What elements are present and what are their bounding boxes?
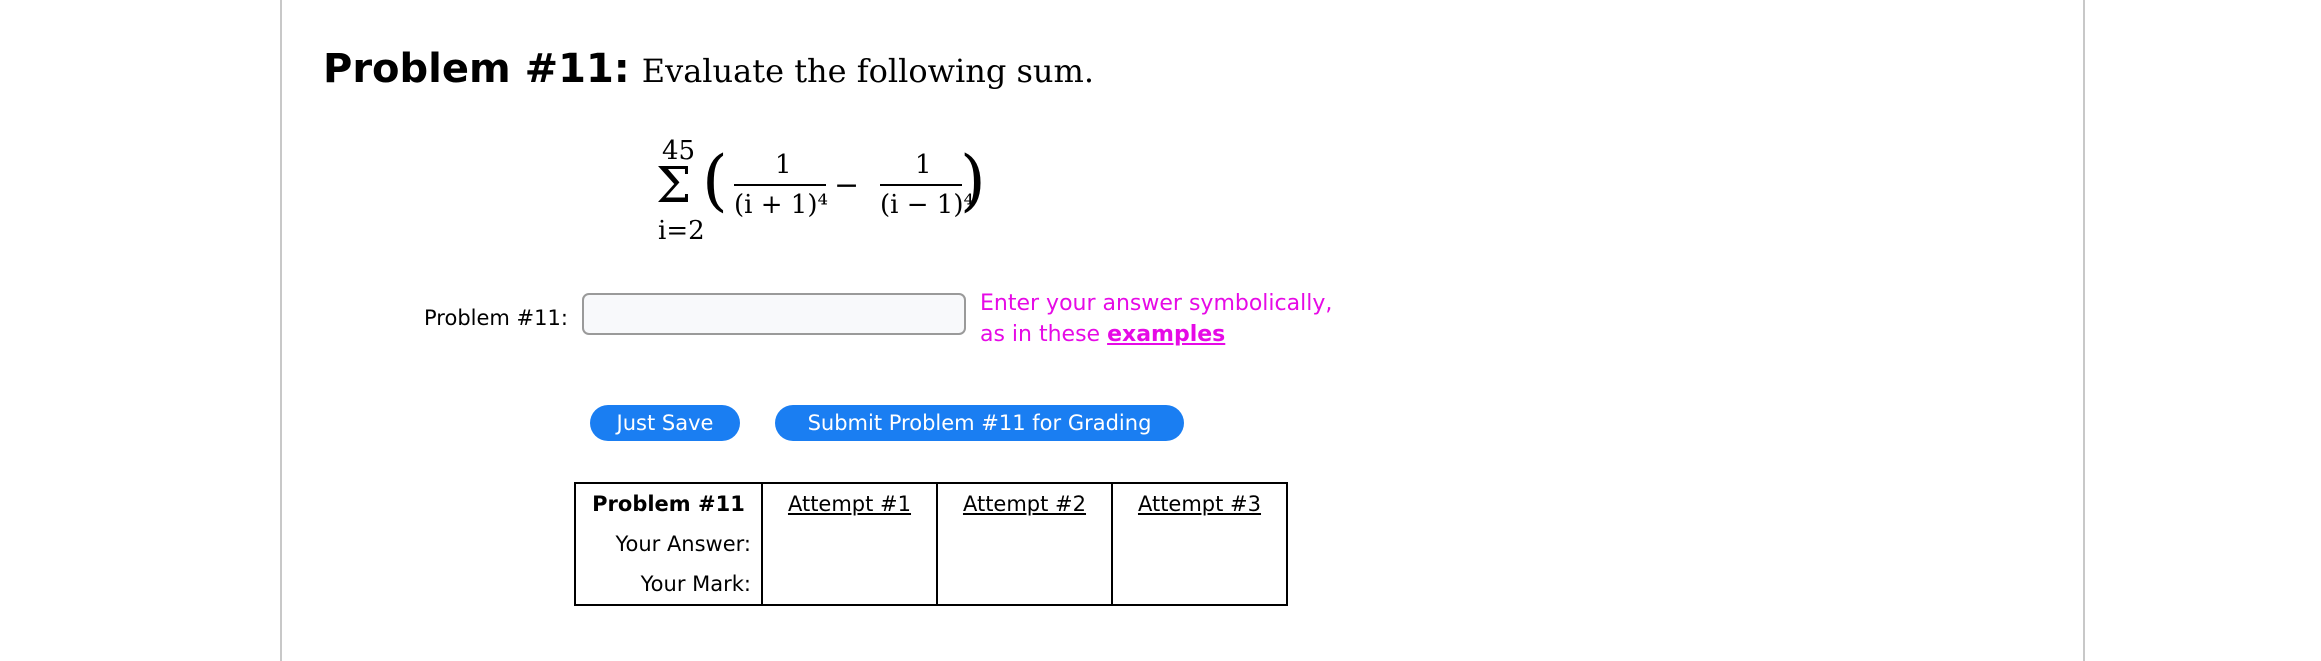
close-paren: ) xyxy=(960,142,986,219)
attempt-2-header[interactable]: Attempt #2 xyxy=(937,483,1112,524)
your-mark-row xyxy=(575,564,1287,605)
your-mark-label: Your Mark: xyxy=(640,572,751,596)
attempt-3-answer xyxy=(1112,524,1287,564)
minus-operator: − xyxy=(834,168,860,203)
your-answer-label: Your Answer: xyxy=(615,532,751,556)
fraction-2-numerator: 1 xyxy=(915,150,932,180)
attempts-table xyxy=(574,482,1288,606)
page-border-right xyxy=(2083,0,2085,661)
hint-line-2-prefix: as in these xyxy=(980,322,1108,347)
examples-link[interactable]: examples xyxy=(1107,322,1226,347)
fraction-1-numerator: 1 xyxy=(775,150,792,180)
attempt-1-header[interactable]: Attempt #1 xyxy=(762,483,937,524)
attempt-3-header[interactable]: Attempt #3 xyxy=(1112,483,1287,524)
fraction-1-denominator: (i + 1)⁴ xyxy=(734,190,828,220)
open-paren: ( xyxy=(702,142,728,219)
hint-line-1: Enter your answer symbolically, xyxy=(980,291,1333,316)
attempts-table-title: Problem #11 xyxy=(592,492,745,516)
attempt-2-mark xyxy=(937,564,1112,605)
attempts-header-row xyxy=(575,483,1287,524)
problem-instruction: Evaluate the following sum. xyxy=(641,52,1095,90)
just-save-button[interactable]: Just Save xyxy=(590,405,740,441)
answer-input[interactable] xyxy=(582,293,966,335)
sigma-symbol: Σ xyxy=(656,156,692,214)
your-answer-row xyxy=(575,524,1287,564)
fraction-1-bar xyxy=(734,184,826,186)
sum-expression xyxy=(650,128,990,248)
fraction-2-bar xyxy=(880,184,962,186)
fraction-2-denominator: (i − 1)⁴ xyxy=(880,190,974,220)
attempt-3-mark xyxy=(1112,564,1287,605)
hint-line-2 xyxy=(980,319,1332,350)
attempt-1-mark xyxy=(762,564,937,605)
attempt-2-answer xyxy=(937,524,1112,564)
answer-hint xyxy=(980,288,1332,350)
page-border-left xyxy=(280,0,282,661)
sum-lower-limit: i=2 xyxy=(658,216,705,246)
submit-for-grading-button[interactable]: Submit Problem #11 for Grading xyxy=(775,405,1184,441)
answer-label: Problem #11: xyxy=(424,306,568,330)
problem-label: Problem #11: xyxy=(323,46,630,92)
attempt-1-answer xyxy=(762,524,937,564)
problem-heading xyxy=(323,46,1094,92)
sum-upper-limit: 45 xyxy=(662,136,696,166)
